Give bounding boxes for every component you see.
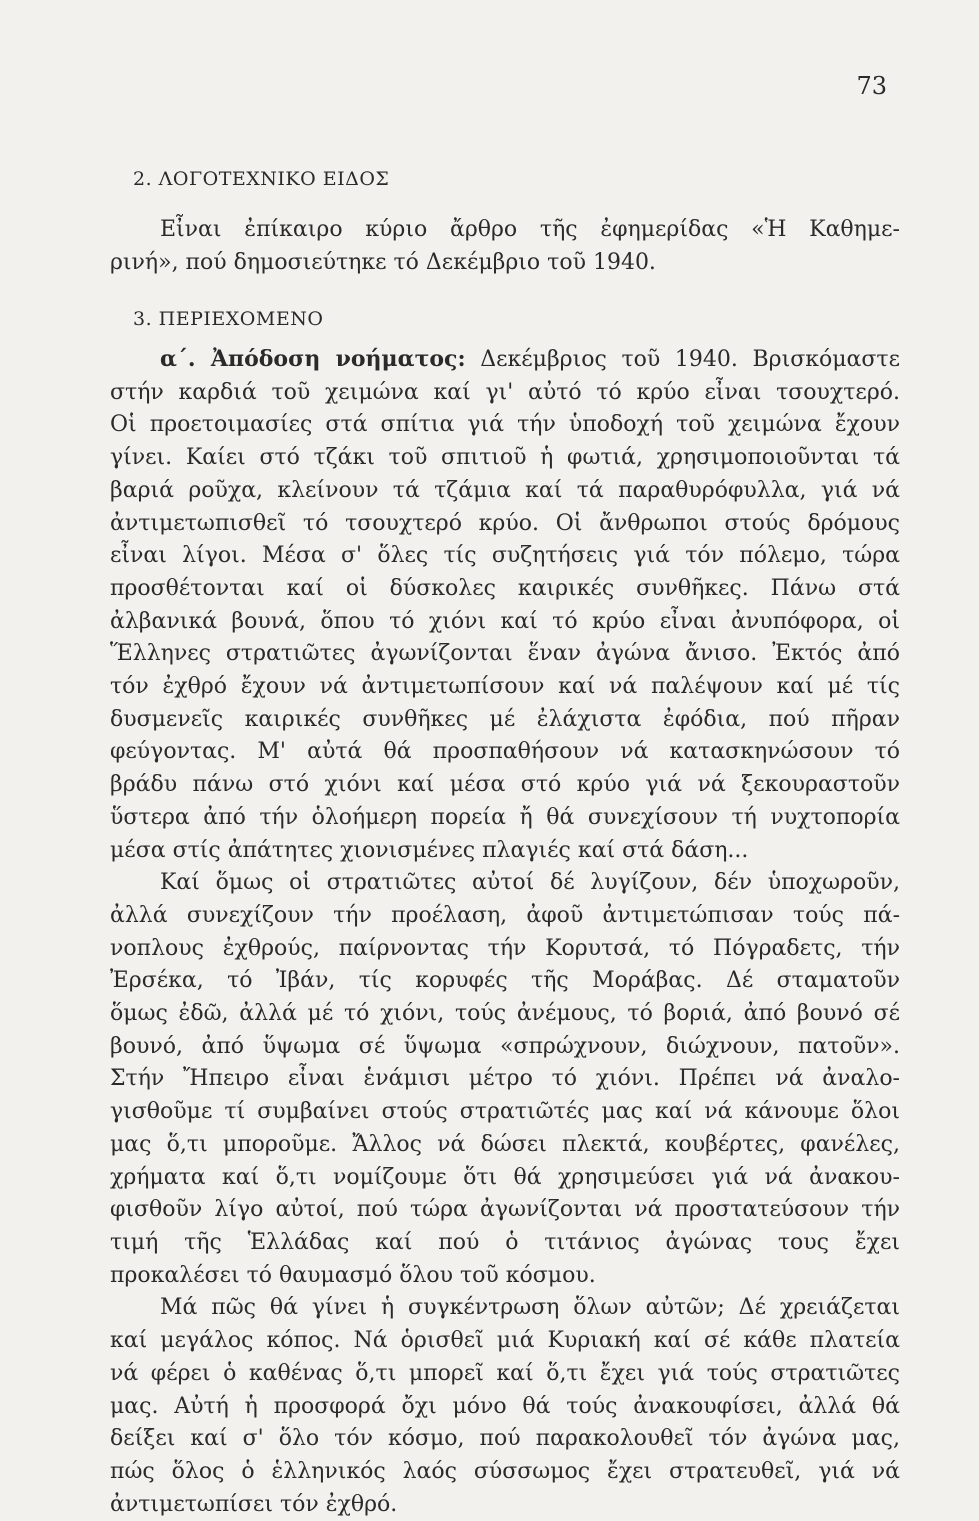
text-line: βράδυ πάνω στό χιόνι καί μέσα στό κρύο γιά νά ξεκουραστοῦν (110, 772, 900, 798)
text-line: μας ὅ,τι μποροῦμε. Ἄλλος νά δώσει πλεκτά, κουβέρτες, φανέλες, (110, 1131, 900, 1157)
text-line: ἀντιμετωπίσει τόν ἐχθρό. (110, 1491, 398, 1517)
text-line: Καί ὅμως οἱ στρατιῶτες αὐτοί δέ λυγίζουν, δέν ὑποχωροῦν, (160, 870, 900, 896)
text-line: προκαλέσει τό θαυμασμό ὅλου τοῦ κόσμου. (110, 1262, 596, 1288)
text-line: Μά πῶς θά γίνει ἡ συγκέντρωση ὅλων αὐτῶν; Δέ χρειάζεται (160, 1295, 900, 1321)
subsection-label: α΄. Ἀπόδοση νοήματος: (160, 346, 466, 372)
text-line: Εἶναι ἐπίκαιρο κύριο ἄρθρο τῆς ἐφημερίδας «Ἡ Καθημε- (160, 217, 900, 242)
content-paragraph-1 (110, 343, 900, 1521)
text-line: μας. Αὐτή ἡ προσφορά ὄχι μόνο θά τούς ἀνακουφίσει, ἀλλά θά (110, 1393, 900, 1419)
text-line: χρήματα καί ὅ,τι νομίζουμε ὅτι θά χρησιμεύσει γιά νά ἀνακου- (110, 1164, 900, 1190)
text-line: Οἱ προετοιμασίες στά σπίτια γιά τήν ὑποδοχή τοῦ χειμώνα ἔχουν (110, 412, 900, 438)
genre-paragraph (110, 214, 900, 279)
text-line: ἀλλά συνεχίζουν τήν προέλαση, ἀφοῦ ἀντιμετώπισαν τούς πά- (110, 902, 900, 928)
text-line: ὅμως ἐδῶ, ἀλλά μέ τό χιόνι, τούς ἀνέμους, τό βοριά, ἀπό βουνό σέ (110, 1001, 900, 1027)
text-line (110, 343, 900, 377)
text-line: προσθέτονται καί οἱ δύσκολες καιρικές συνθῆκες. Πάνω στά (110, 575, 900, 601)
text-line: Στήν Ἤπειρο εἶναι ἑνάμισι μέτρο τό χιόνι. Πρέπει νά ἀναλο- (110, 1066, 900, 1092)
text-line: στήν καρδιά τοῦ χειμώνα καί γι' αὐτό τό κρύο εἶναι τσουχτερό. (110, 379, 900, 405)
section-heading-content: 3. ΠΕΡΙΕΧΟΜΕΝΟ (133, 308, 324, 330)
text-line: Ἕλληνες στρατιῶτες ἀγωνίζονται ἕναν ἀγώνα ἄνισο. Ἐκτός ἀπό (110, 641, 900, 667)
text-line: εἶναι λίγοι. Μέσα σ' ὅλες τίς συζητήσεις γιά τόν πόλεμο, τώρα (110, 543, 900, 569)
text-line: τιμή τῆς Ἑλλάδας καί πού ὁ τιτάνιος ἀγώνας τους ἔχει (110, 1229, 900, 1255)
text-line: γισθοῦμε τί συμβαίνει στούς στρατιῶτές μας καί νά κάνουμε ὅλοι (110, 1099, 900, 1125)
text-line: δείξει καί σ' ὅλο τόν κόσμο, πού παρακολουθεῖ τόν ἀγώνα μας, (110, 1426, 900, 1452)
text-line: πώς ὅλος ὁ ἑλληνικός λαός σύσσωμος ἔχει στρατευθεῖ, γιά νά (110, 1458, 900, 1484)
text-line: καί μεγάλος κόπος. Νά ὁρισθεῖ μιά Κυριακή καί σέ κάθε πλατεία (110, 1328, 900, 1354)
text-line: γίνει. Καίει στό τζάκι τοῦ σπιτιοῦ ἡ φωτιά, χρησιμοποιοῦνται τά (110, 445, 900, 471)
text-line: Ἐρσέκα, τό Ἰβάν, τίς κορυφές τῆς Μοράβας. Δέ σταματοῦν (110, 968, 900, 994)
text-line: βαριά ροῦχα, κλείνουν τά τζάμια καί τά παραθυρόφυλλα, γιά νά (110, 477, 900, 503)
page-number: 73 (856, 72, 887, 100)
text-line: μέσα στίς ἀπάτητες χιονισμένες πλαγιές καί στά δάση... (110, 837, 749, 863)
text-line: φεύγοντας. Μ' αὐτά θά προσπαθήσουν νά κατασκηνώσουν τό (110, 739, 900, 765)
text-line: τόν ἐχθρό ἔχουν νά ἀντιμετωπίσουν καί νά παλέψουν καί μέ τίς (110, 674, 900, 700)
text-line: νοπλους ἐχθρούς, παίρνοντας τήν Κορυτσά, τό Πόγραδετς, τήν (110, 935, 900, 961)
text-line: φισθοῦν λίγο αὐτοί, πού τώρα ἀγωνίζονται νά προστατεύσουν τήν (110, 1197, 900, 1223)
text-line: ἀντιμετωπισθεῖ τό τσουχτερό κρύο. Οἱ ἄνθρωποι στούς δρόμους (110, 510, 900, 536)
text-line: ρινή», πού δημοσιεύτηκε τό Δεκέμβριο τοῦ 1940. (110, 249, 656, 275)
text-line: ἀλβανικά βουνά, ὅπου τό χιόνι καί τό κρύο εἶναι ἀνυπόφορα, οἱ (110, 608, 900, 634)
section-heading-genre: 2. ΛΟΓΟΤΕΧΝΙΚΟ ΕΙΔΟΣ (133, 168, 390, 190)
text-fragment: Δεκέμβριος τοῦ 1940. Βρισκόμαστε (480, 347, 900, 372)
text-line: ὕστερα ἀπό τήν ὁλοήμερη πορεία ἤ θά συνεχίσουν τή νυχτοπορία (110, 804, 900, 830)
text-line: βουνό, ἀπό ὕψωμα σέ ὕψωμα «σπρώχνουν, διώχνουν, πατοῦν». (110, 1033, 900, 1059)
text-line: νά φέρει ὁ καθένας ὅ,τι μπορεῖ καί ὅ,τι ἔχει γιά τούς στρατιῶτες (110, 1360, 900, 1386)
text-line: δυσμενεῖς καιρικές συνθῆκες μέ ἐλάχιστα ἐφόδια, πού πῆραν (110, 706, 900, 732)
